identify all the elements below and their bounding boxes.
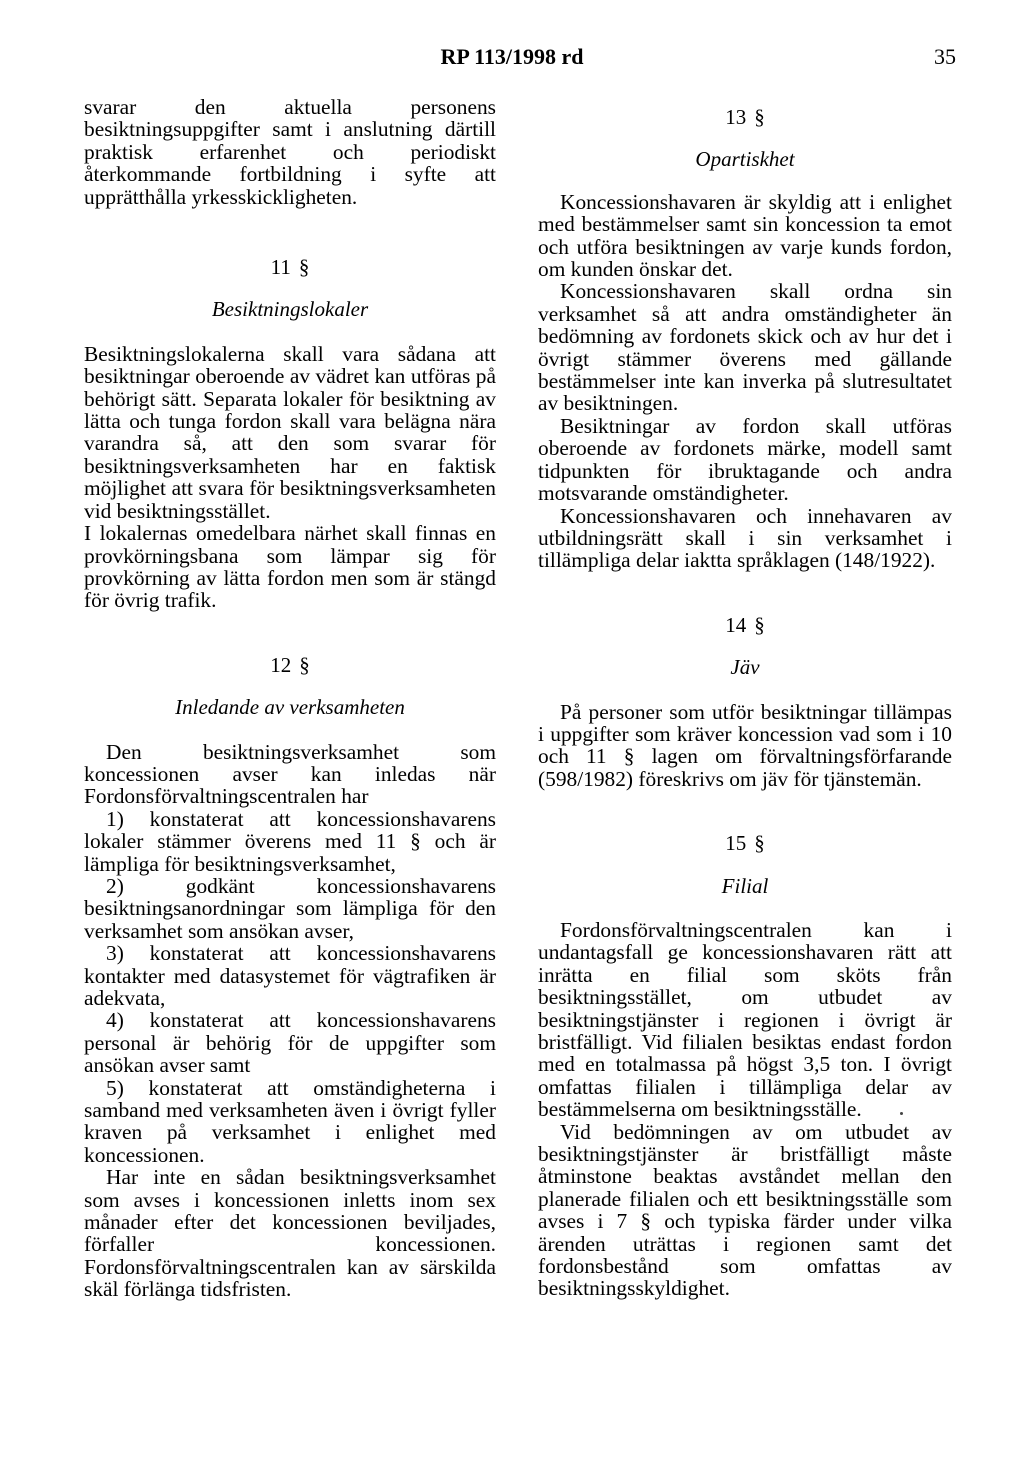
paragraph-sign: § — [754, 105, 765, 129]
paragraph-sign: § — [298, 255, 310, 280]
right-column — [538, 96, 952, 1300]
document-reference: RP 113/1998 rd — [440, 44, 584, 69]
section-12-item-5: 5) konstaterat att omständigheterna i samband med verksamheten även i övrigt fyller kraven på verksamhet i enlighet med koncessionen. — [84, 1075, 496, 1167]
section-12-heading — [84, 654, 496, 676]
paragraph-sign: § — [754, 612, 765, 637]
section-12-paragraph-1: Den besiktningsverksamhet som koncessionen avser kan inledas när Fordonsförvaltningscentralen har — [84, 739, 496, 809]
page-number: 35 — [934, 44, 956, 69]
page-header — [0, 44, 1024, 76]
section-13-number: 13 — [725, 105, 747, 129]
section-11-heading — [84, 256, 496, 278]
section-11-paragraph-2: I lokalernas omedelbara närhet skall finnas en provkörningsbana som lämpar sig för provkörning av lätta fordon men som är stängd för övrig trafik. — [84, 521, 496, 613]
section-14-heading — [538, 614, 952, 636]
section-12-paragraph-2: Har inte en sådan besiktningsverksamhet som avses i koncessionen inletts inom sex månader efter det koncessionen beviljades, förfaller koncessionen. Fordonsförvaltningscentralen kan av särskilda skäl förlänga tidsfristen. — [84, 1165, 496, 1302]
section-14-paragraph-1: På personer som utför besiktningar tillämpas i uppgifter som kräver koncession vad som i 10 och 11 § lagen om förvaltningsförfarande (598/1982) föreskrivs om jäv för tjänstemän. — [538, 699, 952, 791]
section-13-paragraph-1: Koncessionshavaren är skyldig att i enlighet med bestämmelser samt sin koncession ta emot och utföra besiktningen av varje kunds fordon, om kunden önskar det. — [538, 189, 952, 282]
section-15-title: Filial — [721, 873, 769, 898]
section-15-paragraph-1: Fordonsförvaltningscentralen kan i undantagsfall ge koncessionshavaren rätt att inrätta en filial som sköts från besiktningsstället, om utbudet av besiktningstjänster i regionen i övrigt är bristfälligt. Vid filialen besiktas endast fordon med en totalmassa på högst 3,5 ton. I övrigt omfattas filialen i tillämpliga delar av bestämmelserna om besiktningsställe. — [538, 917, 952, 1122]
section-15-number: 15 — [725, 831, 747, 856]
section-12-item-3: 3) konstaterat att koncessionshavarens kontakter med datasystemet för vägtrafiken är adekvata, — [84, 941, 496, 1010]
section-13-paragraph-3: Besiktningar av fordon skall utföras oberoende av fordonets märke, modell samt tidpunkten för ibruktagande och andra motsvarande omständigheter. — [538, 413, 952, 506]
section-11-number: 11 — [270, 255, 291, 280]
section-15-paragraph-2: Vid bedömningen av om utbudet av besiktningstjänster är bristfälligt måste åtminstone beaktas avståndet mellan den planerade filialen och ett besiktningsställe som avses i 7 § och typiska färder under vilka ärenden uträttas i regionen samt det fordonsbestånd som omfattas av besiktningsskyldighet. — [538, 1119, 952, 1301]
section-12-number: 12 — [270, 652, 292, 677]
section-12-item-1: 1) konstaterat att koncessionshavarens lokaler stämmer överens med 11 § och är lämpliga för besiktningsverksamhet, — [84, 806, 496, 876]
section-11-paragraph-1: Besiktningslokalerna skall vara sådana att besiktningar oberoende av vädret kan utföras på behörigt sätt. Separata lokaler för besiktning av lätta och tunga fordon skall vara belägna nära varandra så, att den som svarar för besiktningsverksamheten har en faktisk möjlighet att svara för besiktningsverksamheten vid besiktningsstället. — [84, 341, 496, 523]
section-12-title: Inledande av verksamheten — [175, 695, 405, 720]
section-14-number: 14 — [725, 612, 747, 637]
intro-paragraph: svarar den aktuella personens besiktningsuppgifter samt i anslutning därtill praktisk erfarenhet och periodiskt återkommande fortbildning i syfte att upprätthålla yrkesskickligheten. — [84, 95, 496, 209]
section-13-paragraph-4: Koncessionshavaren och innehavaren av utbildningsrätt skall i sin verksamhet i tillämpliga delar iaktta språklagen (148/1922). — [538, 503, 952, 573]
section-15-heading — [538, 832, 952, 854]
section-14-title: Jäv — [730, 655, 760, 680]
section-12-item-2: 2) godkänt koncessionshavarens besiktningsanordningar som lämpliga för den verksamhet som ansökan avser, — [84, 873, 496, 943]
section-13-paragraph-2: Koncessionshavaren skall ordna sin verksamhet så att andra omständigheter än bedömning av fordonets skick och av hur det i övrigt stämmer överens med gällande bestämmelser inte kan inverka på slutresultatet av besiktningen. — [538, 279, 952, 416]
paragraph-sign: § — [754, 831, 765, 856]
section-12-item-4: 4) konstaterat att koncessionshavarens personal är behörig för de uppgifter som ansökan avser samt — [84, 1008, 496, 1078]
scan-speck — [900, 1112, 903, 1115]
section-13-heading — [538, 106, 952, 128]
section-13-title: Opartiskhet — [695, 147, 795, 172]
section-11-title: Besiktningslokaler — [211, 297, 369, 322]
paragraph-sign: § — [299, 652, 310, 677]
left-column — [84, 96, 496, 1301]
